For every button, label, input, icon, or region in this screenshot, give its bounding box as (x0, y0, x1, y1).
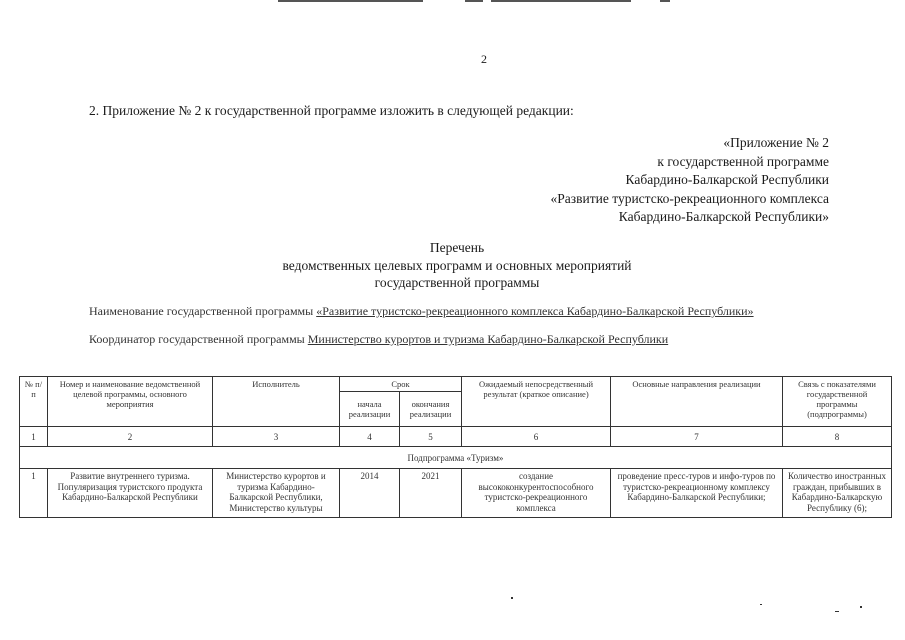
program-name-label: Наименование государственной программы (89, 304, 317, 318)
heading-line: ведомственных целевых программ и основных мероприятий (282, 257, 632, 273)
column-number-row (20, 427, 892, 447)
header-cell-result: Ожидаемый непосредственный результат (краткое описание) (462, 377, 611, 427)
coordinator-value: Министерство курортов и туризма Кабардино-Балкарской Республики (307, 332, 669, 346)
header-cell-end: окончания реализации (400, 392, 462, 427)
program-name-line (89, 304, 754, 319)
scan-edge-mark (465, 0, 483, 2)
scan-edge-mark (660, 0, 670, 2)
annex-block (551, 134, 829, 227)
document-heading (272, 239, 642, 292)
page-number: 2 (481, 52, 487, 66)
row-name: Развитие внутреннего туризма. Популяризация туристского продукта Кабардино-Балкарской Республики (48, 469, 213, 518)
row-end: 2021 (400, 469, 462, 518)
row-indicator-link: Количество иностранных граждан, прибывших в Кабардино-Балкарскую Республику (6); (783, 469, 892, 518)
annex-line: Кабардино-Балкарской Республики (625, 172, 829, 188)
column-number: 7 (611, 427, 783, 447)
annex-line: «Приложение № 2 (723, 135, 829, 150)
column-number: 2 (48, 427, 213, 447)
scan-speck (860, 606, 862, 608)
row-executor: Министерство курортов и туризма Кабардино-Балкарской Республики, Министерство культуры (213, 469, 340, 518)
subprogram-row (20, 447, 892, 469)
coordinator-label: Координатор государственной программы (89, 332, 308, 346)
annex-line: к государственной программе (657, 153, 829, 169)
coordinator-line (89, 332, 668, 347)
header-cell-term: Срок (340, 377, 462, 392)
table-row (20, 469, 892, 518)
heading-line: государственной программы (374, 275, 540, 290)
program-name-value: «Развитие туристско-рекреационного комплекса Кабардино-Балкарской Республики» (316, 304, 754, 318)
header-cell-indicators: Связь с показателями государственной программы (подпрограммы) (783, 377, 892, 427)
column-number: 4 (340, 427, 400, 447)
scan-speck (835, 611, 839, 612)
scan-speck (511, 597, 513, 599)
row-directions: проведение пресс-туров и инфо-туров по туристско-рекреационному комплексу Кабардино-Балкарской Республики; (611, 469, 783, 518)
column-number: 5 (400, 427, 462, 447)
row-start: 2014 (340, 469, 400, 518)
scan-edge-mark (491, 0, 631, 2)
row-num: 1 (20, 469, 48, 518)
heading-line: Перечень (429, 240, 485, 255)
table-header-row (20, 377, 892, 392)
column-number: 1 (20, 427, 48, 447)
header-cell-directions: Основные направления реализации (611, 377, 783, 427)
measures-table (19, 376, 892, 518)
header-cell-name: Номер и наименование ведомственной целевой программы, основного мероприятия (48, 377, 213, 427)
header-cell-start: начала реализации (340, 392, 400, 427)
intro-paragraph: 2. Приложение № 2 к государственной программе изложить в следующей редакции: (89, 103, 574, 118)
row-result: создание высококонкурентоспособного туристско-рекреационного комплекса (462, 469, 611, 518)
column-number: 6 (462, 427, 611, 447)
header-cell-num: № п/п (20, 377, 48, 427)
header-cell-executor: Исполнитель (213, 377, 340, 427)
annex-line: «Развитие туристско-рекреационного комплекса (550, 190, 829, 206)
subprogram-title: Подпрограмма «Туризм» (20, 447, 892, 469)
scan-speck (760, 604, 762, 605)
column-number: 8 (783, 427, 892, 447)
scan-edge-mark (278, 0, 423, 2)
annex-line: Кабардино-Балкарской Республики» (618, 209, 829, 225)
column-number: 3 (213, 427, 340, 447)
